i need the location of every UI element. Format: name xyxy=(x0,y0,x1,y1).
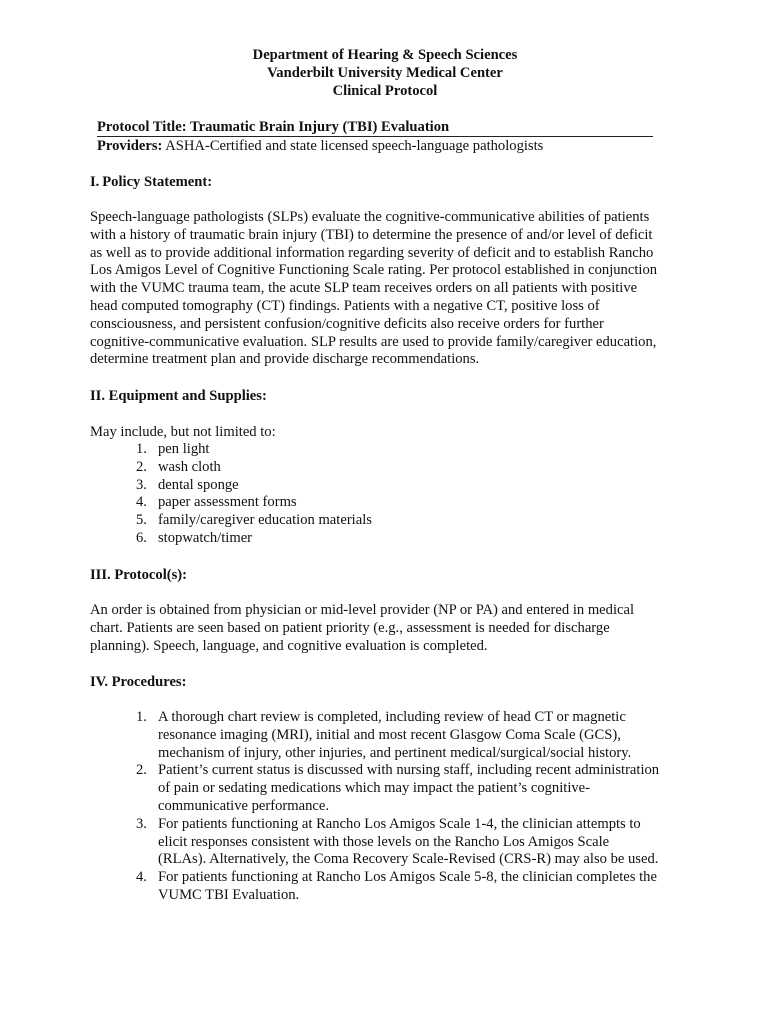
policy-line: head computed tomography (CT) findings. Patients with a negative CT, positive loss of xyxy=(90,297,600,314)
list-item xyxy=(136,459,372,477)
policy-line: as well as to provide additional information regarding severity of deficit and to establish Rancho xyxy=(90,244,654,261)
protocols-heading: III. Protocol(s): xyxy=(90,567,188,583)
list-number: 5. xyxy=(136,512,147,529)
list-number: 1. xyxy=(136,709,147,725)
protocols-line: chart. Patients are seen based on patient priority (e.g., assessment is needed for discharge xyxy=(90,619,610,636)
list-text: dental sponge xyxy=(158,476,239,493)
list-number: 4. xyxy=(136,869,147,886)
list-item xyxy=(136,494,372,512)
department-name: Department of Hearing & Speech Sciences xyxy=(252,47,518,63)
list-number: 1. xyxy=(136,441,147,457)
policy-line: Los Amigos Level of Cognitive Functioning Scale rating. Per protocol established in conjunction xyxy=(90,262,658,279)
list-number: 2. xyxy=(136,458,147,475)
equipment-intro: May include, but not limited to: xyxy=(90,424,276,440)
list-line: VUMC TBI Evaluation. xyxy=(158,886,300,903)
document-header xyxy=(0,47,770,101)
policy-line: Speech-language pathologists (SLPs) evaluate the cognitive-communicative abilities of patients xyxy=(90,209,650,225)
document-type: Clinical Protocol xyxy=(332,83,438,99)
list-line: communicative performance. xyxy=(158,797,329,814)
list-line: mechanism of injury, other injuries, and pertinent medical/surgical/social history. xyxy=(158,744,632,761)
protocols-line: An order is obtained from physician or mid-level provider (NP or PA) and entered in medical xyxy=(90,602,635,618)
list-number: 4. xyxy=(136,494,147,511)
list-line: For patients functioning at Rancho Los Amigos Scale 1-4, the clinician attempts to xyxy=(158,815,641,832)
institution-name: Vanderbilt University Medical Center xyxy=(267,65,503,81)
list-item xyxy=(136,869,696,905)
list-item xyxy=(136,512,372,530)
protocols-paragraph xyxy=(90,602,686,655)
providers-line xyxy=(97,138,697,156)
list-text: paper assessment forms xyxy=(158,494,297,511)
policy-paragraph xyxy=(90,209,686,369)
list-number: 2. xyxy=(136,762,147,779)
list-number: 6. xyxy=(136,529,147,546)
list-number: 3. xyxy=(136,476,147,493)
list-item xyxy=(136,441,372,459)
list-text: family/caregiver education materials xyxy=(158,512,372,529)
list-item xyxy=(136,477,372,495)
policy-line: with the VUMC trauma team, the acute SLP team receives orders on all patients with positive xyxy=(90,280,638,297)
list-number: 3. xyxy=(136,815,147,832)
list-text: stopwatch/timer xyxy=(158,529,253,546)
equipment-heading: II. Equipment and Supplies: xyxy=(90,388,267,404)
list-text: wash cloth xyxy=(158,458,221,475)
list-item xyxy=(136,709,696,762)
list-item xyxy=(136,816,696,869)
protocol-title: Protocol Title: Traumatic Brain Injury (TBI) Evaluation xyxy=(97,119,653,137)
policy-heading: I. Policy Statement: xyxy=(90,174,213,190)
providers-text: ASHA-Certified and state licensed speech-language pathologists xyxy=(165,138,544,154)
list-item xyxy=(136,762,696,815)
providers-label: Providers: xyxy=(97,138,163,154)
list-line: of pain or sedating medications which may impact the patient’s cognitive- xyxy=(158,780,591,797)
procedures-list xyxy=(136,709,696,905)
list-line: A thorough chart review is completed, including review of head CT or magnetic xyxy=(158,709,626,725)
list-line: elicit responses consistent with those levels on the Rancho Los Amigos Scale xyxy=(158,833,610,850)
list-item xyxy=(136,530,372,548)
protocols-line: planning). Speech, language, and cognitive evaluation is completed. xyxy=(90,637,488,654)
procedures-heading: IV. Procedures: xyxy=(90,674,187,690)
policy-line: determine treatment plan and provide discharge recommendations. xyxy=(90,351,480,368)
list-line: Patient’s current status is discussed with nursing staff, including recent administration xyxy=(158,762,660,779)
list-line: resonance imaging (MRI), initial and most recent Glasgow Coma Scale (GCS), xyxy=(158,726,621,743)
list-text: pen light xyxy=(158,441,210,457)
equipment-list xyxy=(136,441,372,548)
policy-line: cognitive-communicative evaluation. SLP results are used to provide family/caregiver education, xyxy=(90,333,657,350)
list-line: (RLAs). Alternatively, the Coma Recovery Scale-Revised (CRS-R) may also be used. xyxy=(158,851,659,868)
policy-line: consciousness, and persistent confusion/cognitive deficits also receive orders for further xyxy=(90,315,604,332)
policy-line: with a history of traumatic brain injury (TBI) to determine the presence of and/or level of deficit xyxy=(90,226,653,243)
list-line: For patients functioning at Rancho Los Amigos Scale 5-8, the clinician completes the xyxy=(158,869,657,886)
